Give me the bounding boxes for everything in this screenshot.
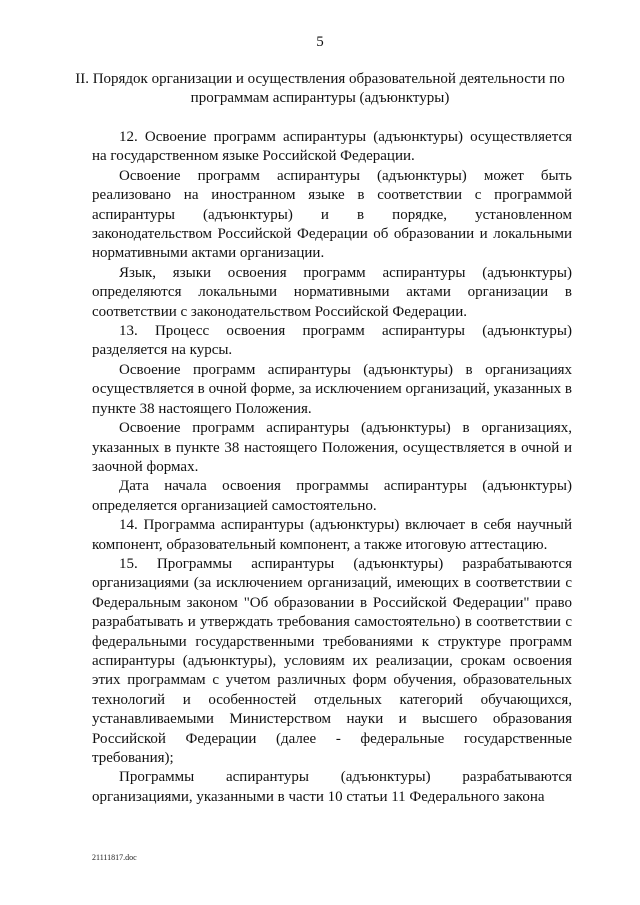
paragraph-programs-developed: Программы аспирантуры (адъюнктуры) разрабатываются организациями, указанными в части 10 статьи 11 Федерального закона xyxy=(92,769,572,805)
paragraph-full-time: Освоение программ аспирантуры (адъюнктуры) в организациях осуществляется в очной форме, за исключением организаций, указанных в пункте 38 настоящего Положения. xyxy=(92,361,572,417)
paragraph-start-date: Дата начала освоения программы аспирантуры (адъюнктуры) определяется организацией самостоятельно. xyxy=(92,478,572,514)
page-number: 5 xyxy=(316,34,324,50)
paragraph-foreign-language: Освоение программ аспирантуры (адъюнктуры) может быть реализовано на иностранном языке в соответствии с программой аспирантуры (адъюнктуры) и в порядке, установленном законодательством Российской Федерации об образовании и локальными нормативными актами организации. xyxy=(92,167,572,262)
paragraph-15: 15. Программы аспирантуры (адъюнктуры) разрабатываются организациями (за исключением организаций, имеющих в соответствии с Федеральным законом "Об образовании в Российской Федерации" право разрабатывать и утверждать требования самостоятельно) в соответствии с федеральными государственными требованиями к структуре программ аспирантуры (адъюнктуры), условиям их реализации, срокам освоения этих программам с учетом различных форм обучения, образовательных технологий и особенностей отдельных категорий обучающихся, устанавливаемыми Министерством науки и высшего образования Российской Федерации (далее - федеральные государственные требования); xyxy=(92,555,572,766)
paragraph-12: 12. Освоение программ аспирантуры (адъюнктуры) осуществляется на государственном языке Российской Федерации. xyxy=(92,129,572,165)
paragraph-14: 14. Программа аспирантуры (адъюнктуры) включает в себя научный компонент, образовательный компонент, а также итоговую аттестацию. xyxy=(92,517,572,553)
section-heading: II. Порядок организации и осуществления образовательной деятельности по программам аспирантуры (адъюнктуры) xyxy=(75,71,565,106)
footer-file-code: 21111817.doc xyxy=(92,853,137,862)
paragraph-13: 13. Процесс освоения программ аспирантуры (адъюнктуры) разделяется на курсы. xyxy=(92,323,572,359)
paragraph-part-time: Освоение программ аспирантуры (адъюнктуры) в организациях, указанных в пункте 38 настоящего Положения, осуществляется в очной и заочной формах. xyxy=(92,420,572,475)
document-body xyxy=(92,128,572,807)
paragraph-languages: Язык, языки освоения программ аспирантуры (адъюнктуры) определяются локальными нормативными актами организации в соответствии с законодательством Российской Федерации. xyxy=(92,264,572,320)
